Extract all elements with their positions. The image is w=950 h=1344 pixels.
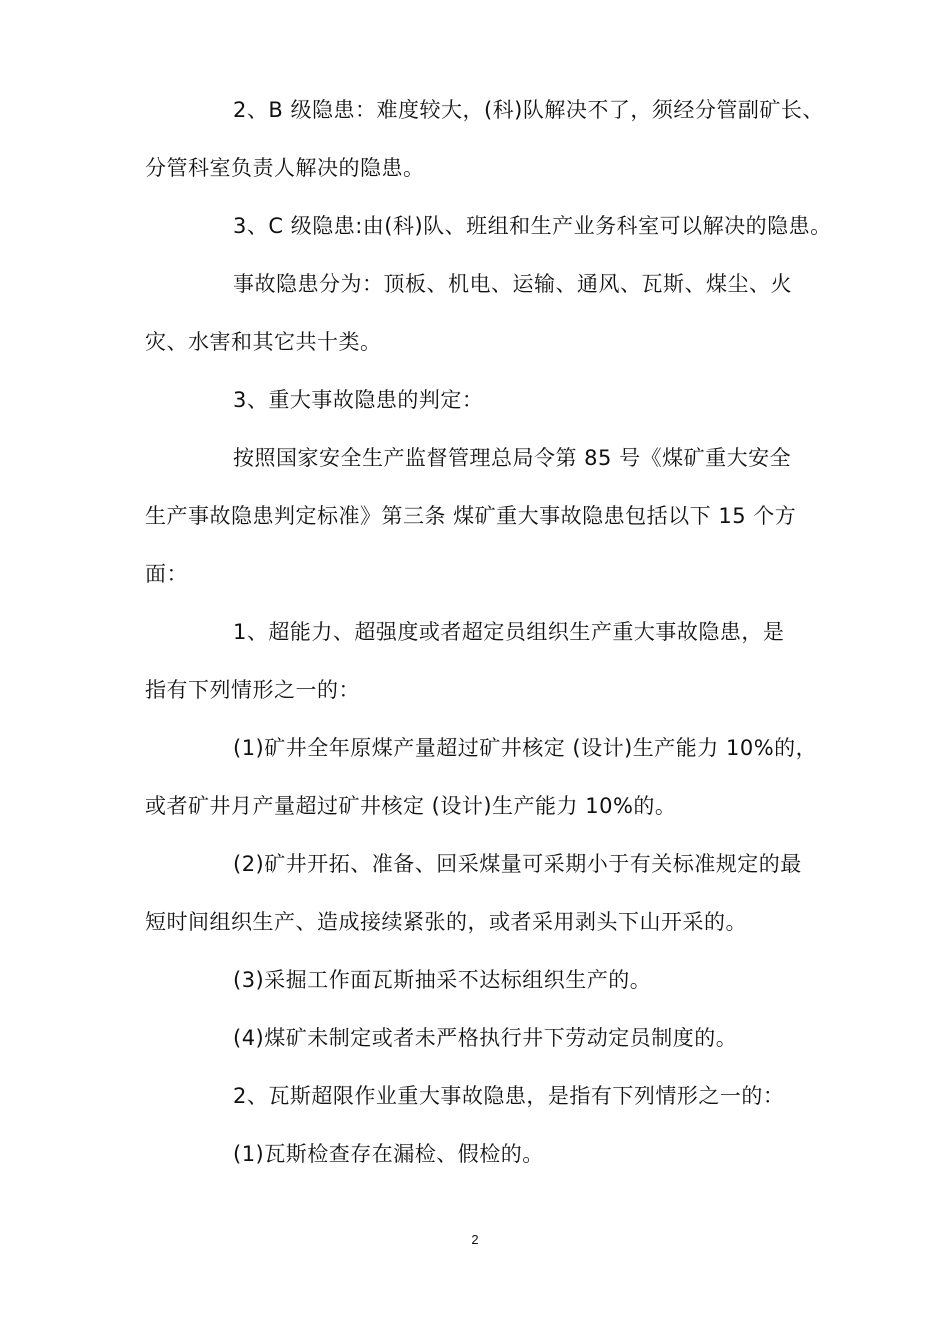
text-line: (4)煤矿未制定或者未严格执行井下劳动定员制度的。 [233, 1026, 738, 1050]
text-line: 生产事故隐患判定标准》第三条 煤矿重大事故隐患包括以下 15 个方 [145, 504, 797, 528]
text-line: 指有下列情形之一的： [145, 678, 360, 702]
text-line: 分管科室负责人解决的隐患。 [145, 156, 425, 180]
text-line: 或者矿井月产量超过矿井核定 (设计)生产能力 10%的。 [145, 794, 677, 818]
text-line: 2、B 级隐患：难度较大，(科)队解决不了，须经分管副矿长、 [233, 98, 824, 122]
text-line: (1)瓦斯检查存在漏检、假检的。 [233, 1142, 544, 1166]
text-line: 1、超能力、超强度或者超定员组织生产重大事故隐患，是 [233, 620, 785, 644]
text-line: 3、重大事故隐患的判定： [233, 388, 484, 412]
text-line: 3、C 级隐患:由(科)队、班组和生产业务科室可以解决的隐患。 [233, 214, 832, 238]
text-line: 事故隐患分为：顶板、机电、运输、通风、瓦斯、煤尘、火 [233, 272, 792, 296]
text-line: 灾、水害和其它共十类。 [145, 330, 382, 354]
text-line: (3)采掘工作面瓦斯抽采不达标组织生产的。 [233, 968, 652, 992]
text-line: 短时间组织生产、造成接续紧张的，或者采用剥头下山开采的。 [145, 910, 747, 934]
text-line: 2、瓦斯超限作业重大事故隐患，是指有下列情形之一的： [233, 1084, 785, 1108]
text-line: (2)矿井开拓、准备、回采煤量可采期小于有关标准规定的最 [233, 852, 802, 876]
page-number: 2 [471, 1232, 479, 1247]
text-line: (1)矿井全年原煤产量超过矿井核定 (设计)生产能力 10%的， [233, 736, 818, 760]
text-line: 面： [145, 562, 188, 586]
text-line: 按照国家安全生产监督管理总局令第 85 号《煤矿重大安全 [233, 446, 792, 470]
